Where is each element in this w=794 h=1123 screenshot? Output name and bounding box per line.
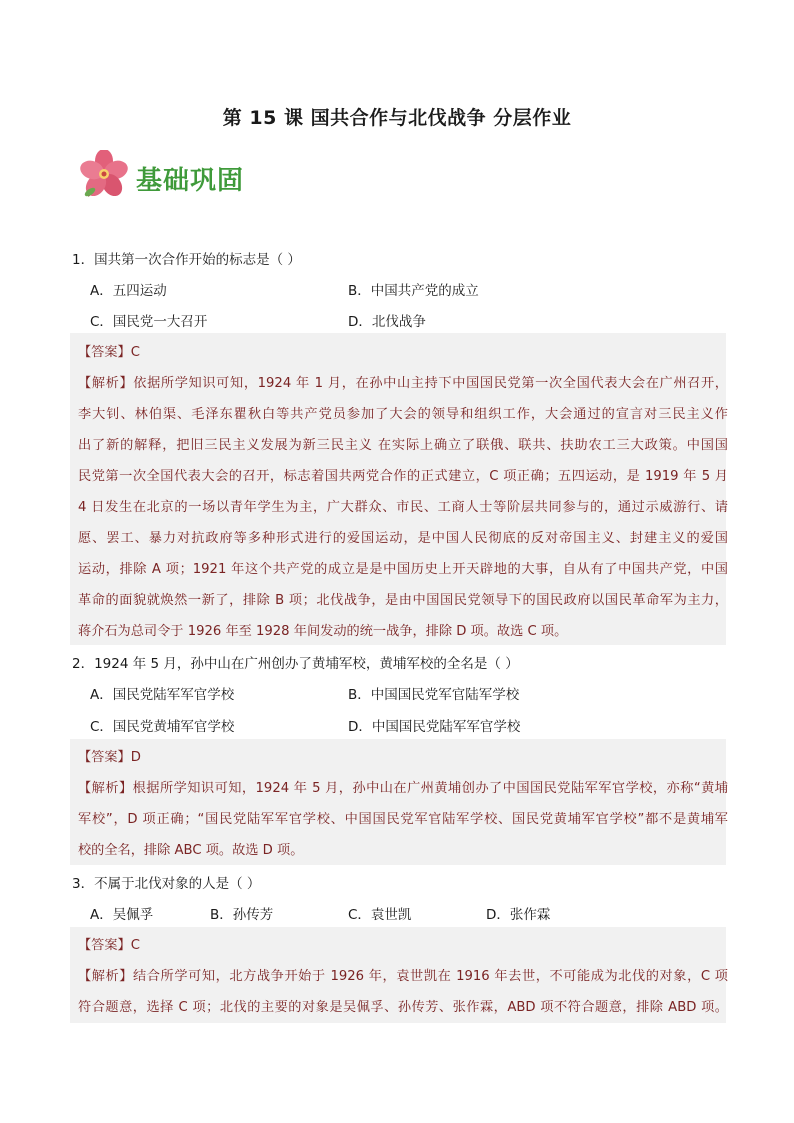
question-3-analysis-line: 符合题意，选择 C 项；北伐的主要的对象是吴佩孚、孙传芳、张作霖，ABD 项不符合题意，排除 ABD 项。	[78, 1000, 728, 1015]
flower-icon	[78, 150, 134, 204]
question-3-analysis-line: 【解析】结合所学可知，北方战争开始于 1926 年，袁世凯在 1916 年去世，不可能成为北伐的对象，C 项	[78, 969, 728, 984]
question-3-option-d: D．张作霖	[486, 907, 551, 923]
question-2-option-c: C．国民党黄埔军官学校	[90, 719, 235, 735]
question-1-analysis-line: 李大钊、林伯渠、毛泽东瞿秋白等共产党员参加了大会的领导和组织工作，大会通过的宣言对三民主义作	[78, 407, 728, 422]
question-1-analysis-line: 【解析】依据所学知识可知，1924 年 1 月，在孙中山主持下中国国民党第一次全国代表大会在广州召开，	[78, 376, 728, 391]
question-2-analysis-line: 校的全名，排除 ABC 项。故选 D 项。	[78, 843, 304, 858]
question-1-answer: 【答案】C	[78, 345, 140, 360]
question-1-analysis-line: 出了新的解释，把旧三民主义发展为新三民主义 在实际上确立了联俄、联共、扶助农工三大政策。中国国	[78, 438, 728, 453]
question-3-answer: 【答案】C	[78, 938, 140, 953]
page-title: 第 15 课 国共合作与北伐战争 分层作业	[222, 107, 572, 129]
question-2-option-b: B．中国国民党军官陆军学校	[348, 687, 520, 703]
question-2-option-d: D．中国国民党陆军军官学校	[348, 719, 521, 735]
question-1-analysis-line: 蒋介石为总司令于 1926 年至 1928 年间发动的统一战争，排除 D 项。故选 C 项。	[78, 624, 568, 639]
section-title: 基础巩固	[136, 166, 245, 196]
question-2-option-a: A．国民党陆军军官学校	[90, 687, 235, 703]
question-1-option-b: B．中国共产党的成立	[348, 283, 479, 299]
question-1-analysis-line: 运动，排除 A 项；1921 年这个共产党的成立是是中国历史上开天辟地的大事，自从有了中国共产党，中国	[78, 562, 728, 577]
question-1-analysis-line: 民党第一次全国代表大会的召开，标志着国共两党合作的正式建立，C 项正确；五四运动，是 1919 年 5 月	[78, 469, 728, 484]
question-1-analysis-line: 4 日发生在北京的一场以青年学生为主，广大群众、市民、工商人士等阶层共同参与的，通过示威游行、请	[78, 500, 728, 515]
question-1-option-a: A．五四运动	[90, 283, 167, 299]
question-1-stem: 1．国共第一次合作开始的标志是（ ）	[72, 252, 301, 268]
question-2-answer: 【答案】D	[78, 750, 141, 765]
question-3-option-c: C．袁世凯	[348, 907, 412, 923]
question-1-analysis-line: 革命的面貌就焕然一新了，排除 B 项；北伐战争，是由中国国民党领导下的国民政府以国民革命军为主力，	[78, 593, 728, 608]
question-1-option-d: D．北伐战争	[348, 314, 426, 330]
question-1-option-c: C．国民党一大召开	[90, 314, 208, 330]
question-2-analysis-line: 【解析】根据所学知识可知，1924 年 5 月，孙中山在广州黄埔创办了中国国民党陆军军官学校，亦称“黄埔	[78, 781, 728, 796]
question-3-option-a: A．吴佩孚	[90, 907, 154, 923]
question-2-stem: 2．1924 年 5 月，孙中山在广州创办了黄埔军校，黄埔军校的全名是（ ）	[72, 656, 519, 672]
question-1-analysis-line: 愿、罢工、暴力对抗政府等多种形式进行的爱国运动，是中国人民彻底的反对帝国主义、封建主义的爱国	[78, 531, 728, 546]
question-2-analysis-line: 军校”，D 项正确；“国民党陆军军官学校、中国国民党军官陆军学校、国民党黄埔军官学校”都不是黄埔军	[78, 812, 728, 827]
question-3-stem: 3．不属于北伐对象的人是（ ）	[72, 876, 261, 892]
question-3-option-b: B．孙传芳	[210, 907, 274, 923]
